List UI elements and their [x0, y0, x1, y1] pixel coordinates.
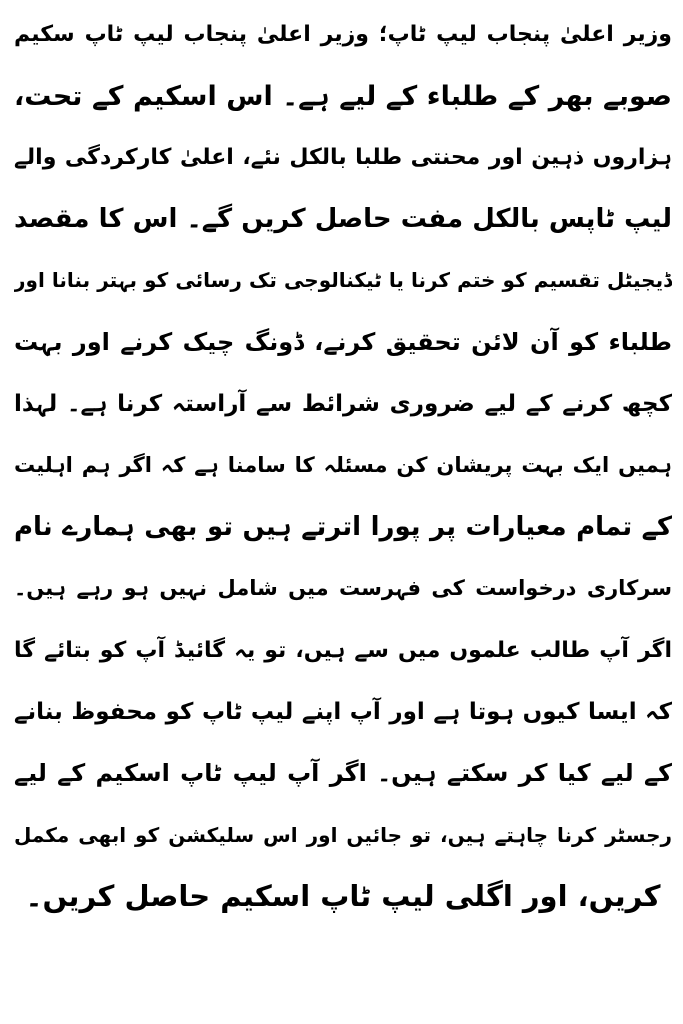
text-line-11: اگر آپ طالب علموں میں سے ہیں، تو یہ گائیڈ آپ کو بتائے گا — [14, 637, 672, 663]
text-line-9: کے تمام معیارات پر پورا اترتے ہیں تو بھی ہمارے نام — [14, 511, 672, 542]
text-line-1: وزیر اعلیٰ پنجاب لیپ ٹاپ؛ وزیر اعلیٰ پنجاب لیپ ٹاپ سکیم — [14, 22, 672, 47]
text-line-13: کے لیے کیا کر سکتے ہیں۔ اگر آپ لیپ ٹاپ اسکیم کے لیے — [14, 759, 672, 788]
text-line-12: کہ ایسا کیوں ہوتا ہے اور آپ اپنے لیپ ٹاپ کو محفوظ بنانے — [14, 698, 672, 725]
text-line-5: ڈیجیٹل تقسیم کو ختم کرنا یا ٹیکنالوجی تک رسائی کو بہتر بنانا اور — [14, 268, 672, 293]
text-line-8: ہمیں ایک بہت پریشان کن مسئلہ کا سامنا ہے کہ اگر ہم اہلیت — [14, 453, 672, 478]
text-line-7: کچھ کرنے کے لیے ضروری شرائط سے آراستہ کرنا ہے۔ لہذا — [14, 390, 672, 417]
text-line-4: لیپ ٹاپس بالکل مفت حاصل کریں گے۔ اس کا مقصد — [14, 203, 672, 234]
text-line-3: ہزاروں ذہین اور محنتی طلبا بالکل نئے، اعلیٰ کارکردگی والے — [14, 145, 672, 171]
text-line-2: صوبے بھر کے طلباء کے لیے ہے۔ اس اسکیم کے تحت، — [14, 80, 672, 112]
text-line-6: طلباء کو آن لائن تحقیق کرنے، ڈونگ چیک کرنے اور بہت — [14, 327, 672, 356]
text-line-10: سرکاری درخواست کی فہرست میں شامل نہیں ہو رہے ہیں۔ — [14, 576, 672, 601]
urdu-article-body — [14, 4, 672, 928]
text-line-14: رجسٹر کرنا چاہتے ہیں، تو جائیں اور اس سلیکشن کو ابھی مکمل — [14, 822, 672, 847]
text-line-15: کریں، اور اگلی لیپ ٹاپ اسکیم حاصل کریں۔ — [25, 879, 661, 914]
